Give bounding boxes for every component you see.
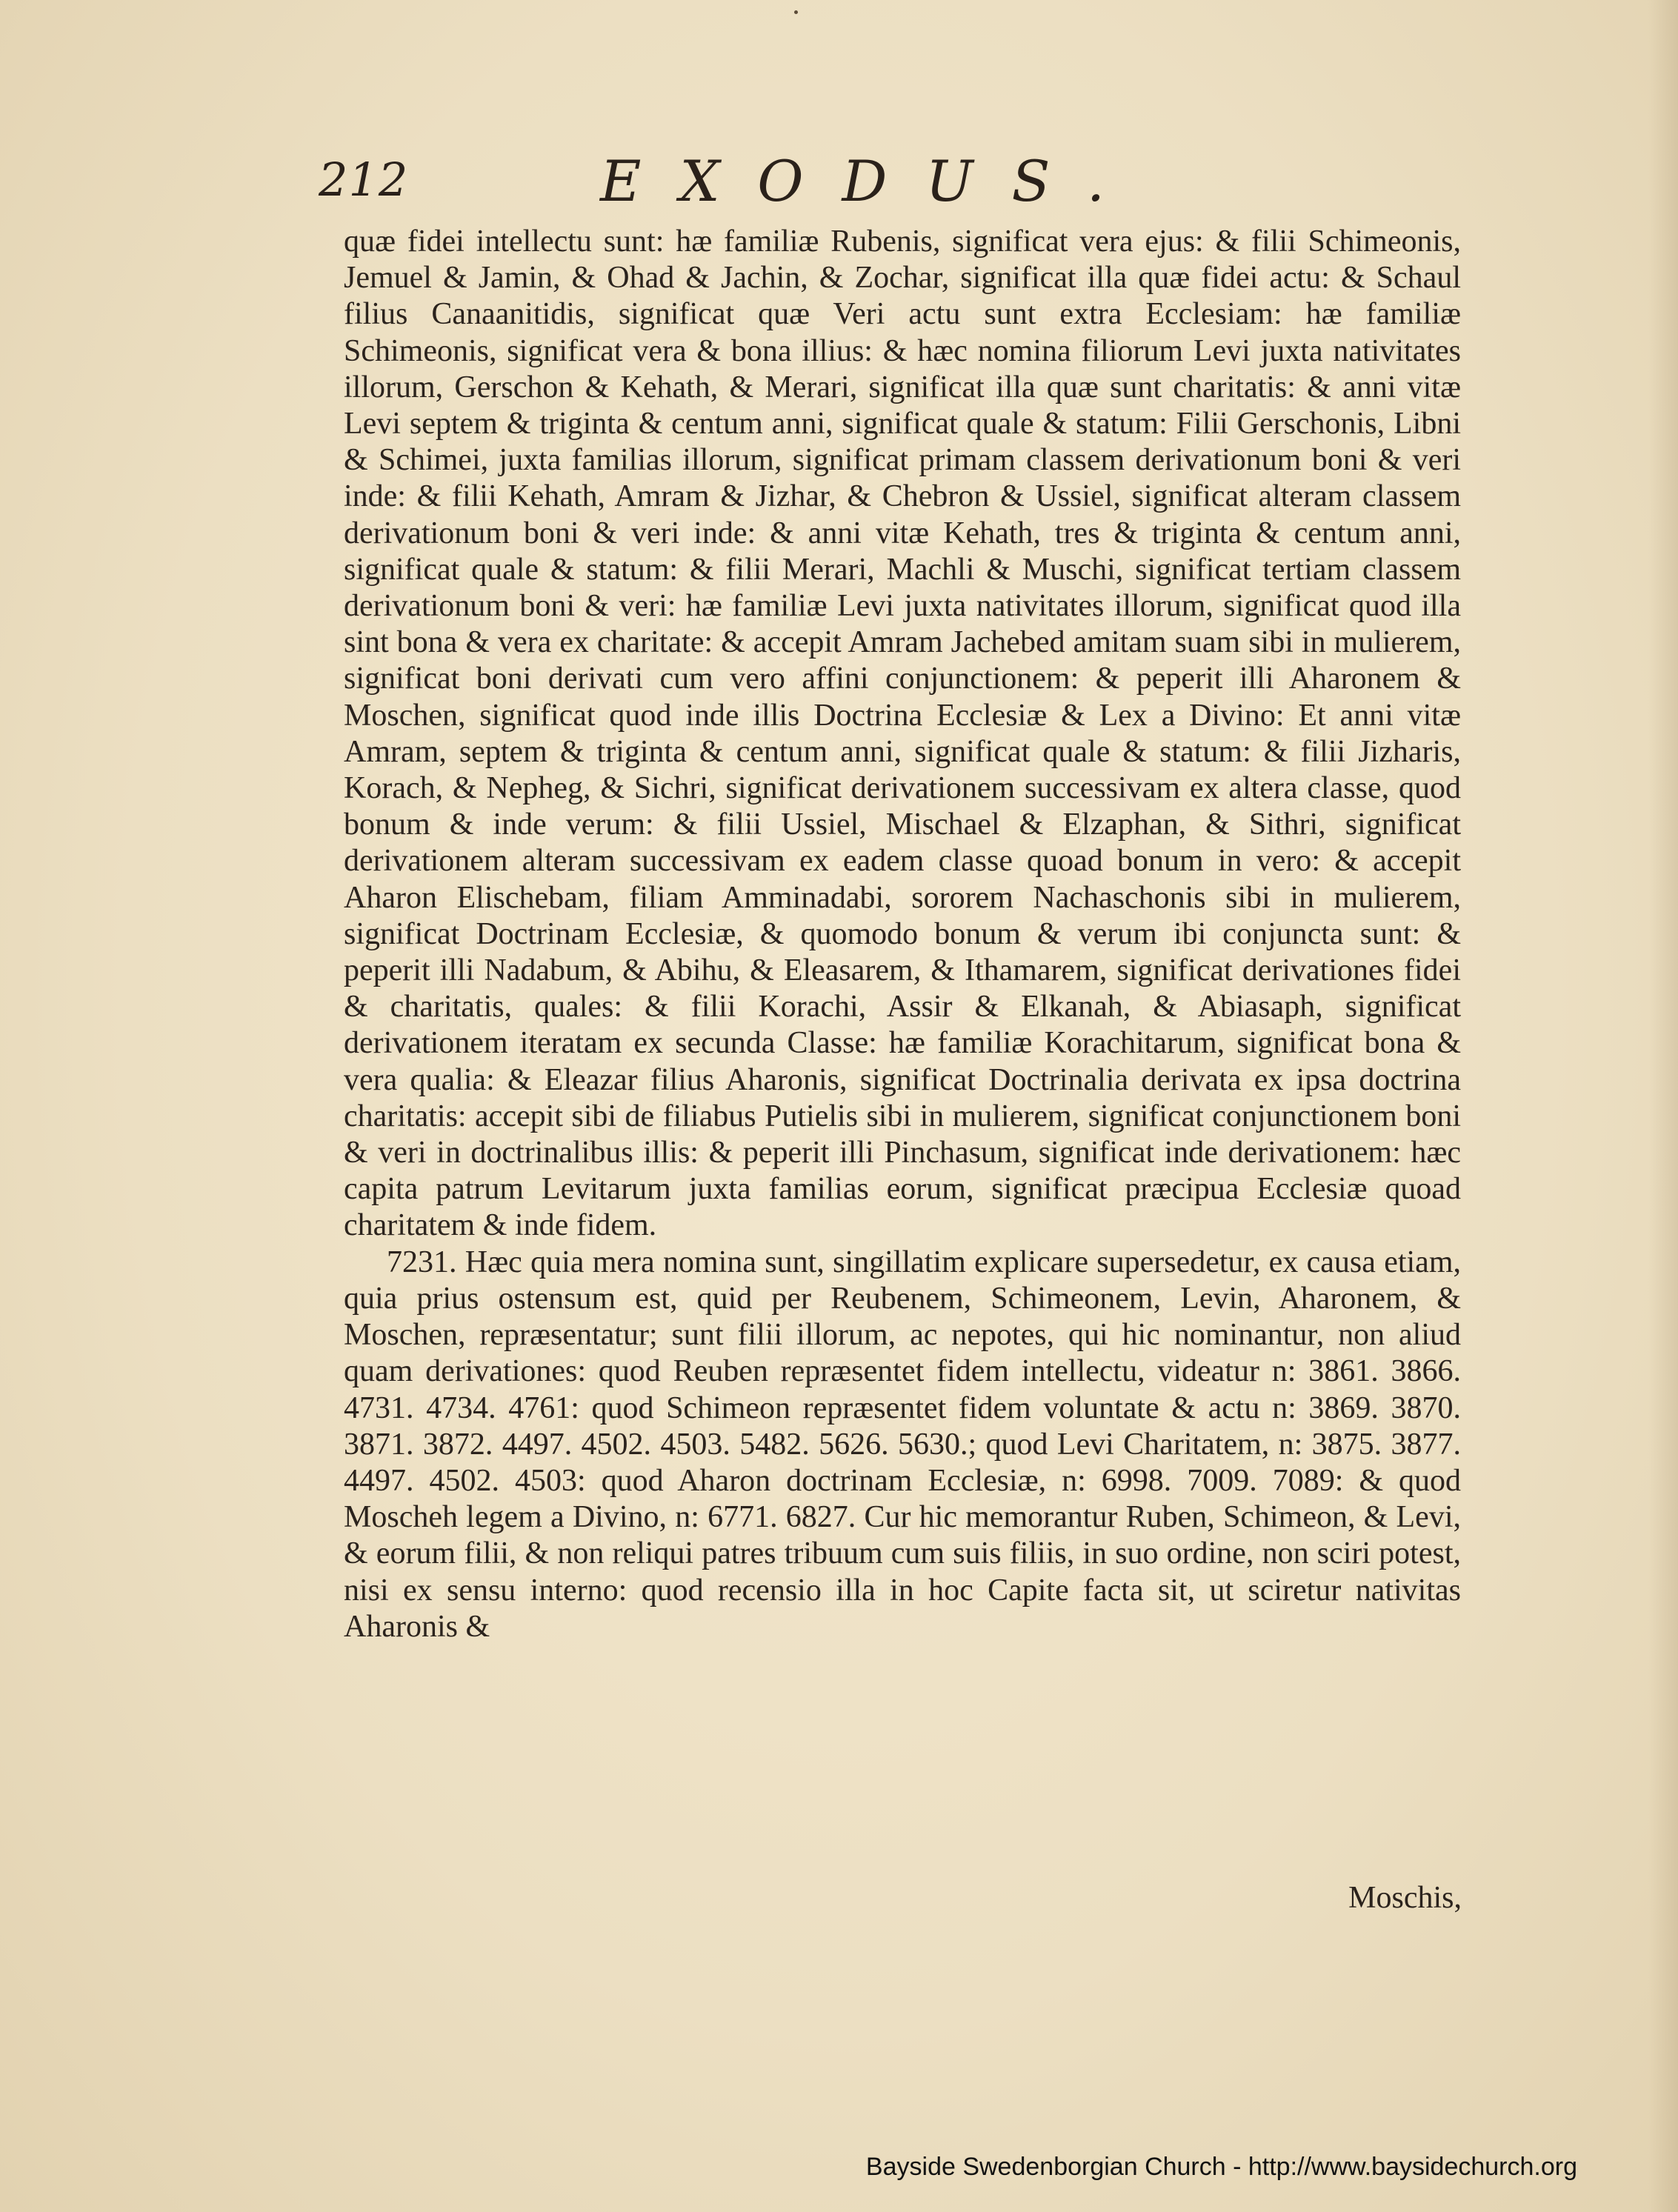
page-edge-shadow xyxy=(1648,0,1678,2212)
paragraph-1: quæ fidei intellectu sunt: hæ familiæ Rubenis, significat vera ejus: & filii Schimeonis, Jemuel & Jamin, & Ohad & Jachin, & Zochar, significat illa quæ fidei actu: & Schaul filius Canaanitidis, significat quæ Veri actu sunt extra Ecclesiam: hæ familiæ Schimeonis, significat vera & bona illius: & hæc nomina filiorum Levi juxta nativitates illorum, Gerschon & Kehath, & Merari, significat illa quæ sunt charitatis: & anni vitæ Levi septem & triginta & centum anni, significat quale & statum: Filii Gerschonis, Libni & Schimei, juxta familias illorum, significat primam classem derivationum boni & veri inde: & filii Kehath, Amram & Jizhar, & Chebron & Ussiel, significat alteram classem derivationum boni & veri inde: & anni vitæ Kehath, tres & triginta & centum anni, significat quale & statum: & filii Merari, Machli & Muschi, significat tertiam classem derivationum boni & veri: hæ familiæ Levi juxta nativitates illorum, significat quod illa sint bona & vera ex charitate: & accepit Amram Jachebed amitam suam sibi in mulierem, significat boni derivati cum vero affini conjunctionem: & peperit illi Aharonem & Moschen, significat quod inde illis Doctrina Ecclesiæ & Lex a Divino: Et anni vitæ Amram, septem & triginta & centum anni, significat quale & statum: & filii Jizharis, Korach, & Nepheg, & Sichri, significat derivationem successivam ex altera classe, quod bonum & inde verum: & filii Ussiel, Mischael & Elzaphan, & Sithri, significat derivationem alteram successivam ex eadem classe quoad bonum in vero: & accepit Aharon Elischebam, filiam Amminadabi, sororem Nachaschonis sibi in mulierem, significat Doctrinam Ecclesiæ, & quomodo bonum & verum ibi conjuncta sunt: & peperit illi Nadabum, & Abihu, & Eleasarem, & Ithamarem, significat derivationes fidei & charitatis, quales: & filii Korachi, Assir & Elkanah, & Abiasaph, significat derivationem iteratam ex secunda Classe: hæ familiæ Korachitarum, significat bona & vera qualia: & Eleazar filius Aharonis, significat Doctrinalia derivata ex ipsa doctrina charitatis: accepit sibi de filiabus Putielis sibi in mulierem, significat conjunctionem boni & veri in doctrinalibus illis: & peperit illi Pinchasum, significat inde derivationem: hæc capita patrum Levitarum juxta familias eorum, significat præcipua Ecclesiæ quoad charitatem & inde fidem. xyxy=(344,224,1461,1243)
body-text xyxy=(344,224,1461,1645)
page-header xyxy=(319,148,1252,215)
running-title: EXODUS. xyxy=(600,148,1144,214)
source-credit: Bayside Swedenborgian Church - http://www.baysidechurch.org xyxy=(865,2153,1577,2181)
page-number: 212 xyxy=(319,153,409,207)
paragraph-7231: 7231. Hæc quia mera nomina sunt, singillatim explicare supersedetur, ex causa etiam, quia prius ostensum est, quid per Reubenem, Schimeonem, Levin, Aharonem, & Moschen, repræsentatur; sunt filii illorum, ac nepotes, qui hic nominantur, non aliud quam derivationes: quod Reuben repræsentet fidem intellectu, videatur n: 3861. 3866. 4731. 4734. 4761: quod Schimeon repræsentet fidem voluntate & actu n: 3869. 3870. 3871. 3872. 4497. 4502. 4503. 5482. 5626. 5630.; quod Levi Charitatem, n: 3875. 3877. 4497. 4502. 4503: quod Aharon doctrinam Ecclesiæ, n: 6998. 7009. 7089: & quod Moscheh legem a Divino, n: 6771. 6827. Cur hic memorantur Ruben, Schimeon, & Levi, & eorum filii, & non reliqui patres tribuum cum suis filiis, in suo ordine, non sciri potest, nisi ex sensu interno: quod recensio illa in hoc Capite facta sit, ut sciretur nativitas Aharonis & xyxy=(344,1245,1461,1644)
print-speck xyxy=(794,10,798,14)
catchword: Moschis, xyxy=(1348,1881,1462,1915)
